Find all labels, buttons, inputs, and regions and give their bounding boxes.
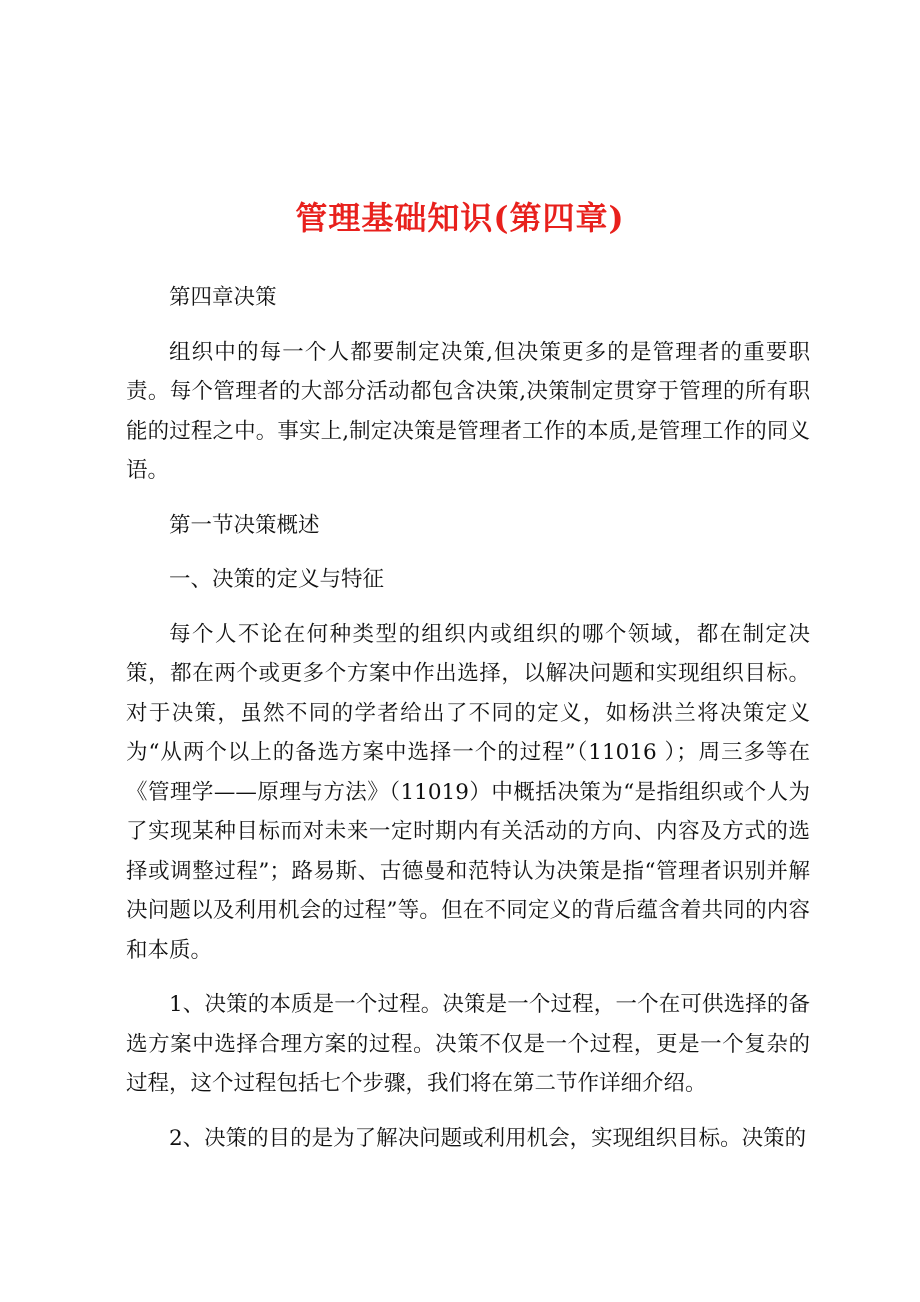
paragraph: 1、决策的本质是一个过程。决策是一个过程，一个在可供选择的备选方案中选择合理方案的过程。决策不仅是一个过程，更是一个复杂的过程，这个过程包括七个步骤，我们将在第二节作详细介绍。 [126,992,810,1096]
paragraph: 每个人不论在何种类型的组织内或组织的哪个领域，都在制定决策，都在两个或更多个方案中作出选择，以解决问题和实现组织目标。对于决策，虽然不同的学者给出了不同的定义，如杨洪兰将决策定义为“从两个以上的备选方案中选择一个的过程”（11016 ）；周三多等在《管理学——原理与方法》（11019）中概括决策为“是指组织或个人为了实现某种目标而对未来一定时期内有关活动的方向、内容及方式的选择或调整过程”；路易斯、古德曼和范特认为决策是指“管理者识别并解决问题以及利用机会的过程”等。但在不同定义的背后蕴含着共同的内容和本质。 [126,621,810,963]
paragraph: 2、决策的目的是为了解决问题或利用机会，实现组织目标。决策的 [169,1125,807,1151]
chapter-heading: 第四章决策 [169,285,277,310]
section-heading: 第一节决策概述 [169,512,320,538]
subsection-heading: 一、决策的定义与特征 [169,567,385,592]
document-body [126,278,810,1173]
document-title: 管理基础知识(第四章) [295,199,625,237]
paragraph: 组织中的每一个人都要制定决策,但决策更多的是管理者的重要职责。每个管理者的大部分活动都包含决策,决策制定贯穿于管理的所有职能的过程之中。事实上,制定决策是管理者工作的本质,是管理工作的同义语。 [126,339,810,483]
